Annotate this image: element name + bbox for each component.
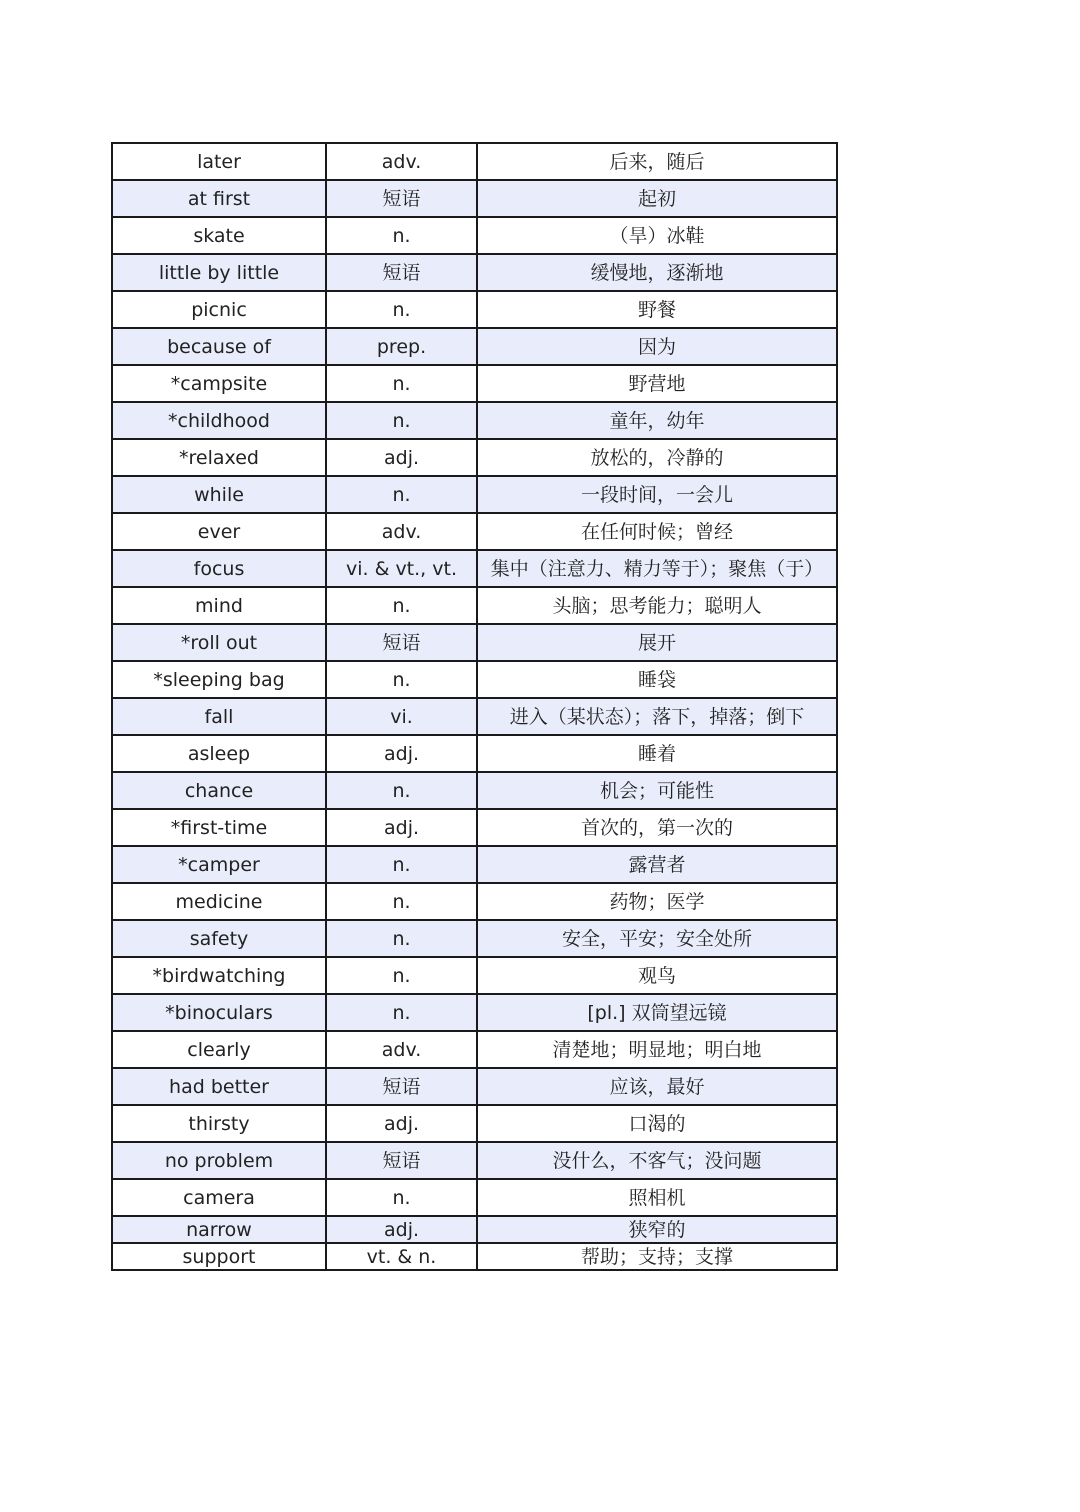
meaning-cell: （旱）冰鞋 (477, 217, 837, 254)
word-cell: asleep (112, 735, 326, 772)
word-cell: mind (112, 587, 326, 624)
part-of-speech-cell: 短语 (326, 624, 477, 661)
table-row (112, 1068, 837, 1105)
table-row (112, 661, 837, 698)
meaning-cell: 观鸟 (477, 957, 837, 994)
part-of-speech-cell: 短语 (326, 1068, 477, 1105)
part-of-speech-cell: n. (326, 772, 477, 809)
part-of-speech-cell: adj. (326, 1105, 477, 1142)
meaning-cell: 清楚地；明显地；明白地 (477, 1031, 837, 1068)
meaning-cell: 缓慢地，逐渐地 (477, 254, 837, 291)
table-row (112, 291, 837, 328)
part-of-speech-cell: 短语 (326, 254, 477, 291)
meaning-cell: 药物；医学 (477, 883, 837, 920)
word-cell: *birdwatching (112, 957, 326, 994)
table-row (112, 698, 837, 735)
word-cell: because of (112, 328, 326, 365)
part-of-speech-cell: n. (326, 920, 477, 957)
meaning-cell: 狭窄的 (477, 1216, 837, 1243)
part-of-speech-cell: vi. & vt., vt. (326, 550, 477, 587)
meaning-cell: 睡着 (477, 735, 837, 772)
part-of-speech-cell: n. (326, 846, 477, 883)
table-row (112, 883, 837, 920)
meaning-cell: [pl.] 双筒望远镜 (477, 994, 837, 1031)
table-row (112, 513, 837, 550)
word-cell: medicine (112, 883, 326, 920)
part-of-speech-cell: n. (326, 402, 477, 439)
part-of-speech-cell: n. (326, 365, 477, 402)
table-row (112, 587, 837, 624)
table-row (112, 143, 837, 180)
part-of-speech-cell: adj. (326, 735, 477, 772)
word-cell: safety (112, 920, 326, 957)
word-cell: little by little (112, 254, 326, 291)
meaning-cell: 展开 (477, 624, 837, 661)
meaning-cell: 野营地 (477, 365, 837, 402)
part-of-speech-cell: n. (326, 661, 477, 698)
table-row (112, 1031, 837, 1068)
table-row (112, 180, 837, 217)
word-cell: later (112, 143, 326, 180)
table-row (112, 994, 837, 1031)
word-cell: camera (112, 1179, 326, 1216)
word-cell: *relaxed (112, 439, 326, 476)
part-of-speech-cell: n. (326, 957, 477, 994)
table-row (112, 1179, 837, 1216)
meaning-cell: 进入（某状态）；落下，掉落；倒下 (477, 698, 837, 735)
meaning-cell: 头脑；思考能力；聪明人 (477, 587, 837, 624)
vocabulary-table (111, 142, 838, 1271)
part-of-speech-cell: n. (326, 883, 477, 920)
part-of-speech-cell: adv. (326, 1031, 477, 1068)
word-cell: had better (112, 1068, 326, 1105)
part-of-speech-cell: adj. (326, 809, 477, 846)
meaning-cell: 野餐 (477, 291, 837, 328)
table-row (112, 217, 837, 254)
part-of-speech-cell: adj. (326, 439, 477, 476)
word-cell: *binoculars (112, 994, 326, 1031)
part-of-speech-cell: adv. (326, 143, 477, 180)
table-row (112, 846, 837, 883)
word-cell: at first (112, 180, 326, 217)
table-row (112, 476, 837, 513)
meaning-cell: 因为 (477, 328, 837, 365)
word-cell: fall (112, 698, 326, 735)
meaning-cell: 安全，平安；安全处所 (477, 920, 837, 957)
part-of-speech-cell: adv. (326, 513, 477, 550)
table-row (112, 624, 837, 661)
meaning-cell: 一段时间，一会儿 (477, 476, 837, 513)
table-row (112, 254, 837, 291)
meaning-cell: 在任何时候；曾经 (477, 513, 837, 550)
table-row (112, 1142, 837, 1179)
meaning-cell: 放松的，冷静的 (477, 439, 837, 476)
table-row (112, 439, 837, 476)
word-cell: support (112, 1243, 326, 1270)
meaning-cell: 集中（注意力、精力等于）；聚焦（于） (477, 550, 837, 587)
table-row (112, 328, 837, 365)
meaning-cell: 照相机 (477, 1179, 837, 1216)
meaning-cell: 没什么，不客气；没问题 (477, 1142, 837, 1179)
part-of-speech-cell: vt. & n. (326, 1243, 477, 1270)
word-cell: while (112, 476, 326, 513)
table-row (112, 1105, 837, 1142)
meaning-cell: 机会；可能性 (477, 772, 837, 809)
vocabulary-table-body (112, 143, 837, 1270)
word-cell: *campsite (112, 365, 326, 402)
meaning-cell: 睡袋 (477, 661, 837, 698)
table-row (112, 809, 837, 846)
part-of-speech-cell: 短语 (326, 1142, 477, 1179)
word-cell: clearly (112, 1031, 326, 1068)
meaning-cell: 口渴的 (477, 1105, 837, 1142)
table-row (112, 735, 837, 772)
table-row (112, 365, 837, 402)
part-of-speech-cell: vi. (326, 698, 477, 735)
word-cell: thirsty (112, 1105, 326, 1142)
part-of-speech-cell: n. (326, 994, 477, 1031)
word-cell: no problem (112, 1142, 326, 1179)
part-of-speech-cell: prep. (326, 328, 477, 365)
word-cell: picnic (112, 291, 326, 328)
word-cell: *first-time (112, 809, 326, 846)
word-cell: skate (112, 217, 326, 254)
meaning-cell: 首次的，第一次的 (477, 809, 837, 846)
word-cell: *camper (112, 846, 326, 883)
part-of-speech-cell: n. (326, 217, 477, 254)
word-cell: *roll out (112, 624, 326, 661)
part-of-speech-cell: 短语 (326, 180, 477, 217)
table-row (112, 920, 837, 957)
word-cell: *childhood (112, 402, 326, 439)
part-of-speech-cell: n. (326, 1179, 477, 1216)
table-row (112, 1216, 837, 1243)
meaning-cell: 童年，幼年 (477, 402, 837, 439)
meaning-cell: 后来，随后 (477, 143, 837, 180)
table-row (112, 772, 837, 809)
part-of-speech-cell: n. (326, 476, 477, 513)
word-cell: focus (112, 550, 326, 587)
table-row (112, 1243, 837, 1270)
table-row (112, 957, 837, 994)
word-cell: narrow (112, 1216, 326, 1243)
word-cell: ever (112, 513, 326, 550)
word-cell: chance (112, 772, 326, 809)
word-cell: *sleeping bag (112, 661, 326, 698)
meaning-cell: 帮助；支持；支撑 (477, 1243, 837, 1270)
table-row (112, 402, 837, 439)
part-of-speech-cell: n. (326, 291, 477, 328)
meaning-cell: 露营者 (477, 846, 837, 883)
table-row (112, 550, 837, 587)
meaning-cell: 应该，最好 (477, 1068, 837, 1105)
part-of-speech-cell: n. (326, 587, 477, 624)
part-of-speech-cell: adj. (326, 1216, 477, 1243)
meaning-cell: 起初 (477, 180, 837, 217)
